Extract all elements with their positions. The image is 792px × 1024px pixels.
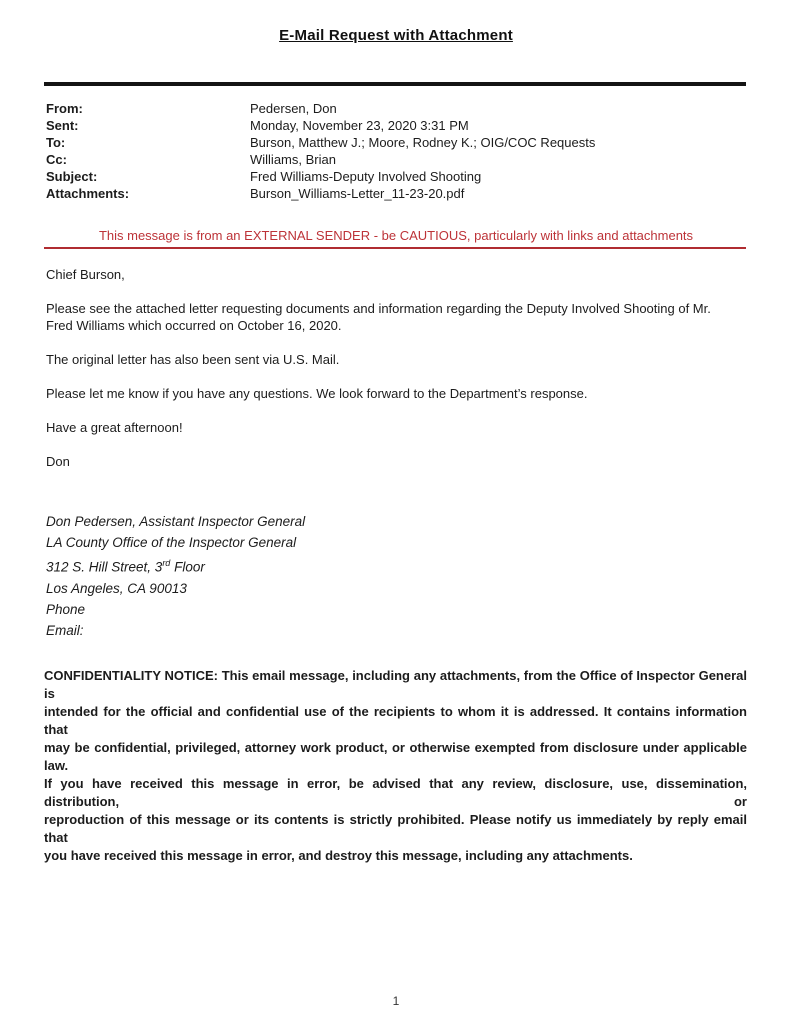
notice-line-3: may be confidential, privileged, attorney work product, or otherwise exempted from disclosure under applicable law. [44, 739, 747, 773]
header-divider-rule [44, 82, 746, 86]
signature-block [46, 511, 746, 641]
document-title: E-Mail Request with Attachment [279, 27, 513, 44]
notice-line-6: you have received this message in error, and destroy this message, including any attachments. [44, 847, 633, 863]
warning-divider-rule [44, 247, 746, 249]
attachments-label: Attachments: [46, 186, 130, 201]
cc-value: Williams, Brian [250, 152, 336, 167]
notice-line-4: If you have received this message in error, be advised that any review, disclosure, use, dissemination, distribution, or [44, 775, 747, 809]
header-row-sent [46, 117, 746, 134]
signature-organization: LA County Office of the Inspector General [46, 535, 297, 550]
header-row-to [46, 134, 746, 151]
notice-line-1: CONFIDENTIALITY NOTICE: This email message, including any attachments, from the Office of Inspector General is [44, 667, 747, 701]
cc-label: Cc: [46, 152, 67, 167]
body-paragraph-3: Please let me know if you have any questions. We look forward to the Department’s response. [46, 386, 588, 401]
email-header-table [46, 100, 746, 202]
to-label: To: [46, 135, 66, 150]
notice-line-5: reproduction of this message or its contents is strictly prohibited. Please notify us immediately by reply email that [44, 811, 747, 845]
signoff: Don [46, 454, 70, 469]
signature-phone-label: Phone [46, 601, 86, 617]
subject-value: Fred Williams-Deputy Involved Shooting [250, 169, 482, 184]
from-value: Pedersen, Don [250, 101, 337, 116]
signature-address-street: 312 S. Hill Street, 3 [46, 559, 163, 575]
signature-address-ordinal: rd [162, 558, 171, 568]
body-paragraph-1-line-2: Fred Williams which occurred on October 16, 2020. [46, 318, 342, 333]
signature-address-floor: Floor [170, 559, 205, 575]
sent-value: Monday, November 23, 2020 3:31 PM [250, 118, 469, 133]
sent-label: Sent: [46, 118, 79, 133]
notice-line-2: intended for the official and confidential use of the recipients to whom it is addressed. It contains information that [44, 703, 747, 737]
body-paragraph-4: Have a great afternoon! [46, 420, 183, 435]
salutation: Chief Burson, [46, 267, 125, 282]
from-label: From: [46, 101, 83, 116]
signature-city-state-zip: Los Angeles, CA 90013 [46, 580, 187, 596]
external-sender-warning: This message is from an EXTERNAL SENDER - be CAUTIOUS, particularly with links and attachments [98, 228, 694, 243]
header-row-attachments [46, 185, 746, 202]
body-paragraph-2: The original letter has also been sent via U.S. Mail. [46, 352, 340, 367]
header-row-subject [46, 168, 746, 185]
confidentiality-notice [44, 667, 747, 865]
header-row-cc [46, 151, 746, 168]
body-paragraph-1-line-1: Please see the attached letter requesting documents and information regarding the Deputy Involved Shooting of Mr. [46, 301, 711, 316]
signature-name-title: Don Pedersen, Assistant Inspector General [46, 514, 306, 529]
header-row-from [46, 100, 746, 117]
signature-email-label: Email: [46, 622, 84, 638]
to-value: Burson, Matthew J.; Moore, Rodney K.; OIG/COC Requests [250, 135, 596, 150]
subject-label: Subject: [46, 169, 98, 184]
email-body [0, 266, 792, 1010]
signature-address [46, 553, 746, 578]
attachments-value: Burson_Williams-Letter_11-23-20.pdf [250, 186, 465, 201]
page-number: 1 [392, 993, 400, 1008]
body-paragraph-1 [46, 300, 746, 334]
